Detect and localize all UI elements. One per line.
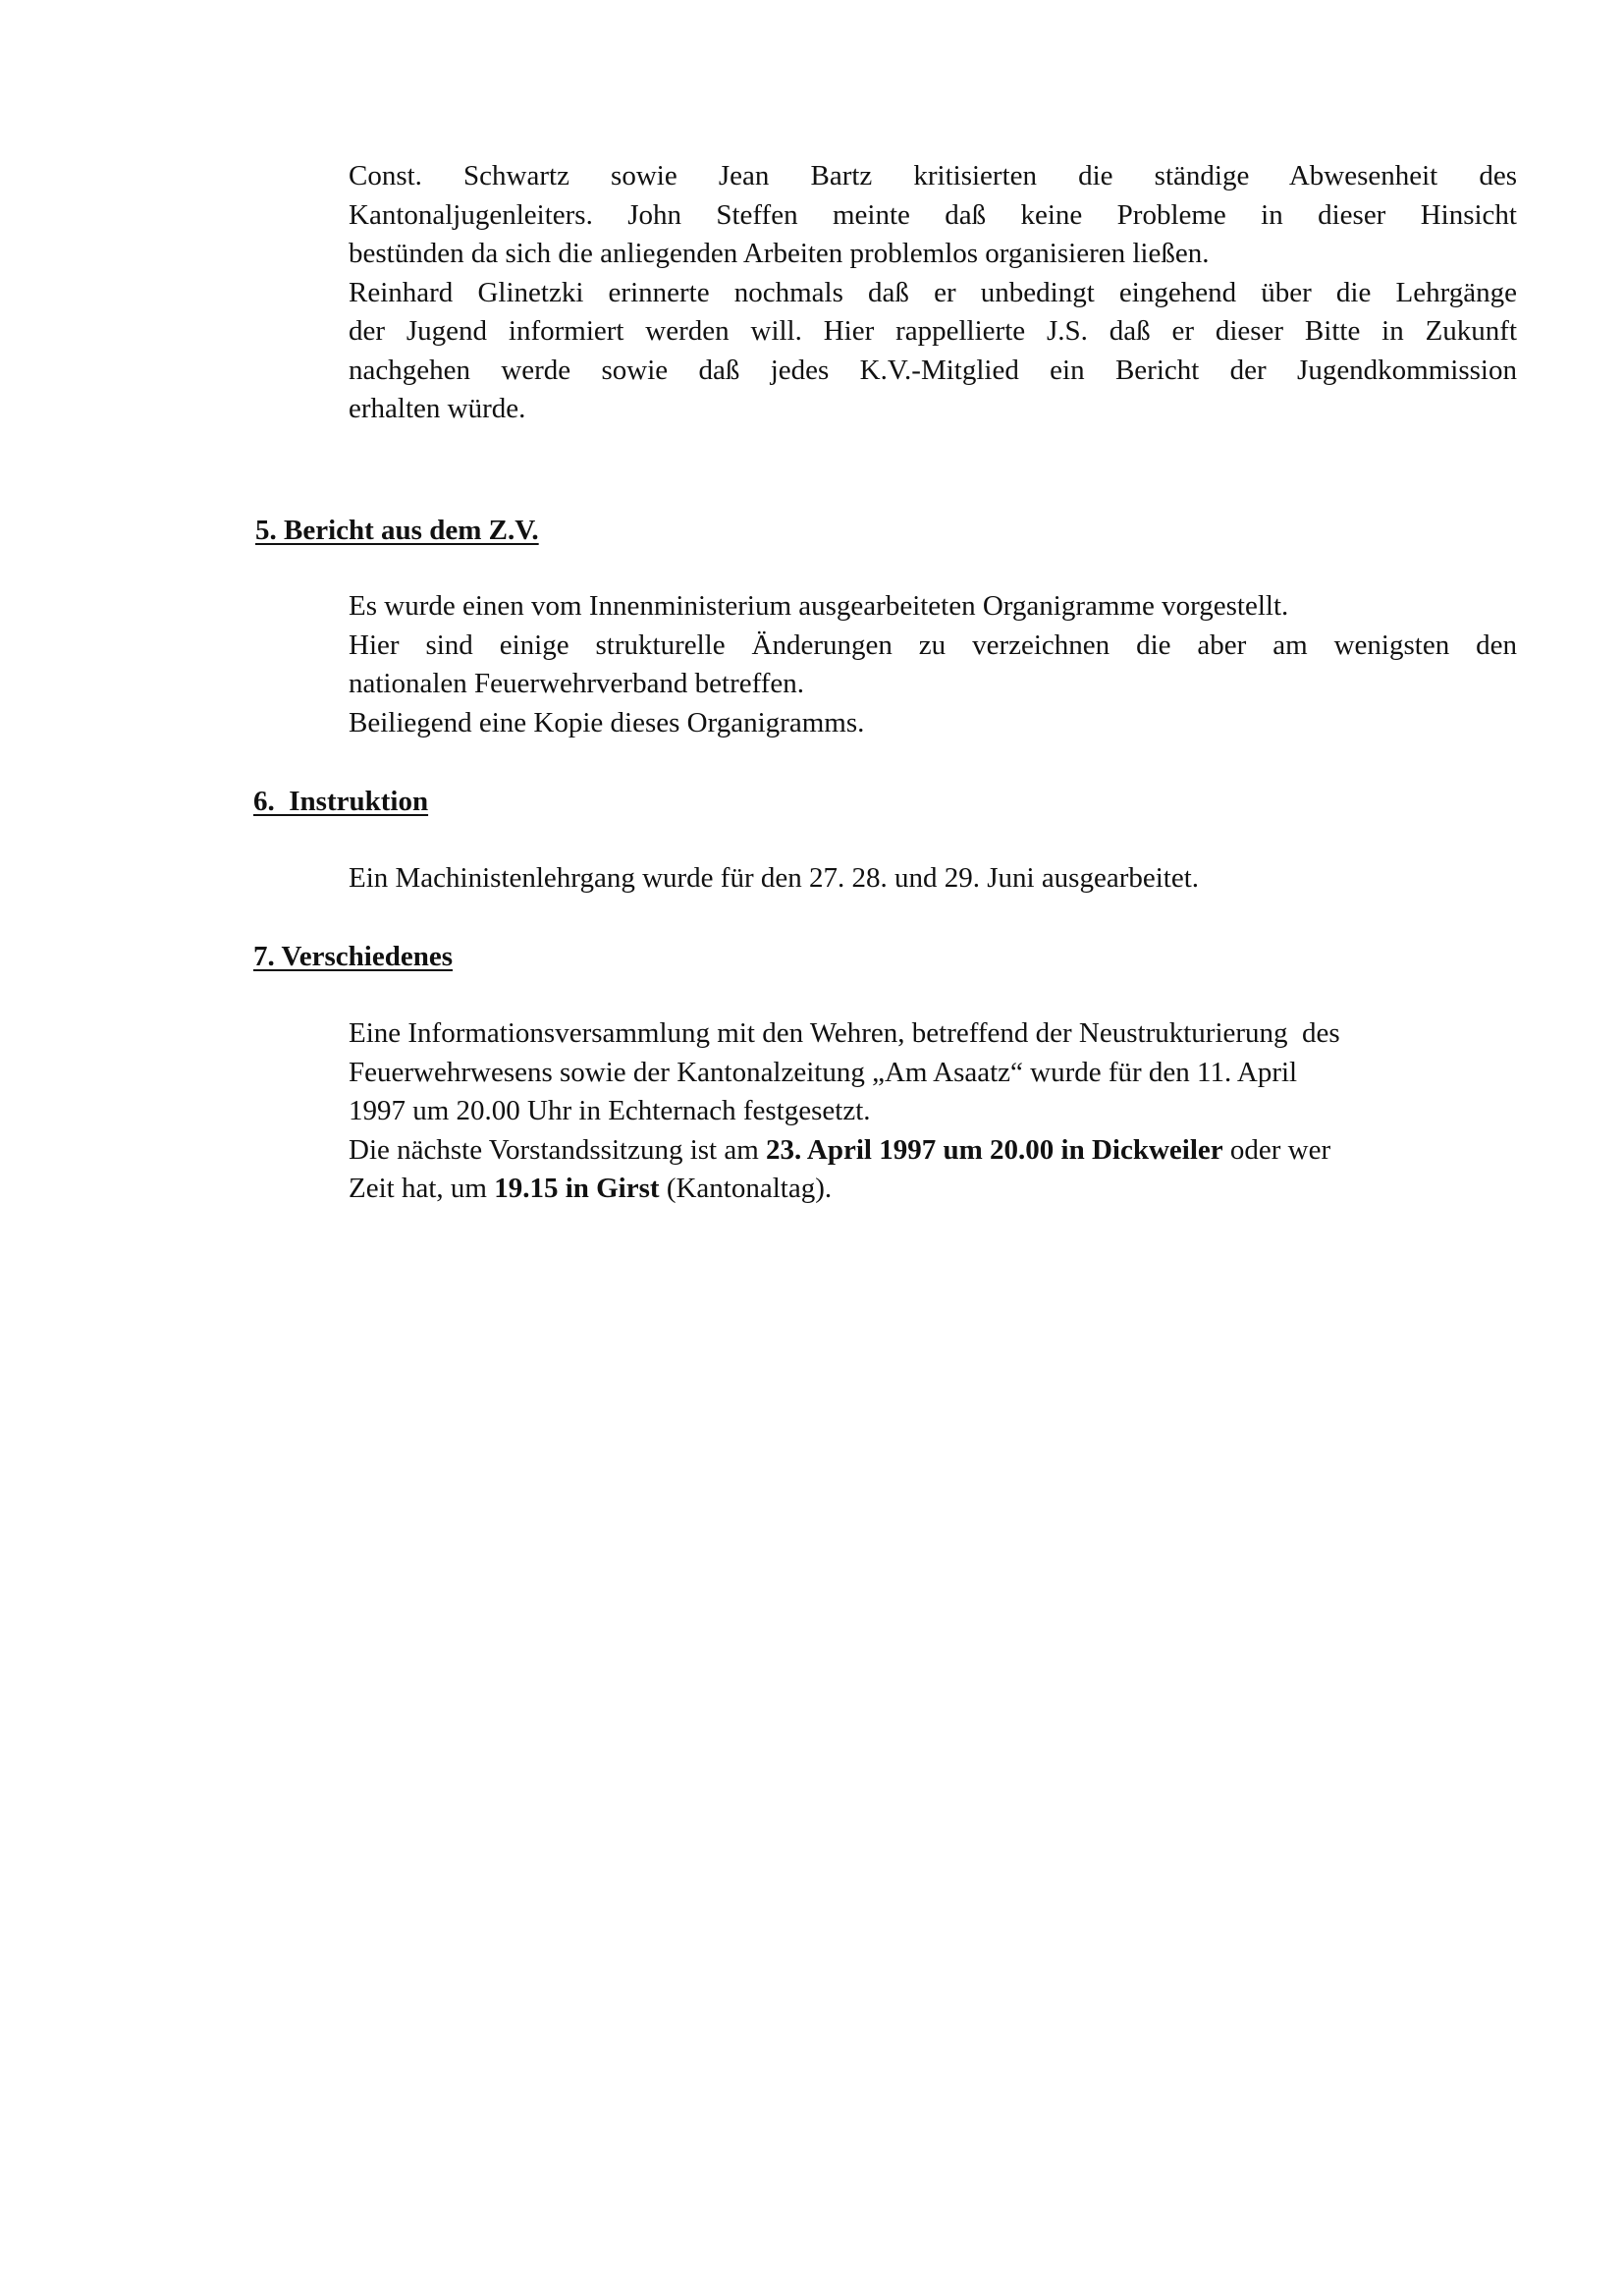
- next-meeting-date: 23. April 1997 um 20.00 in Dickweiler: [766, 1133, 1223, 1166]
- intro-line: nachgehen werde sowie daß jedes K.V.-Mitglied ein Bericht der Jugendkommission: [349, 354, 1517, 386]
- section-5-line: Es wurde einen vom Innenministerium ausgearbeiteten Organigramme vorgestellt.: [349, 590, 1289, 622]
- intro-line: Const. Schwartz sowie Jean Bartz kritisierten die ständige Abwesenheit des: [349, 160, 1517, 191]
- section-7-line: Eine Informationsversammlung mit den Wehren, betreffend der Neustrukturierung des: [349, 1017, 1340, 1049]
- next-meeting-text: (Kantonaltag).: [659, 1173, 833, 1204]
- section-7-line: Feuerwehrwesens sowie der Kantonalzeitung „Am Asaatz“ wurde für den 11. April: [349, 1056, 1298, 1088]
- next-meeting-line: [349, 1131, 1517, 1171]
- section-7-heading: 7. Verschiedenes: [253, 941, 453, 972]
- section-7-body: [349, 1014, 1517, 1209]
- section-5-body: [349, 587, 1517, 742]
- intro-line: der Jugend informiert werden will. Hier rappellierte J.S. daß er dieser Bitte in Zukunft: [349, 315, 1517, 347]
- next-meeting-text: Zeit hat, um: [349, 1173, 495, 1204]
- alt-meeting-time: 19.15 in Girst: [494, 1173, 660, 1204]
- next-meeting-text: oder wer: [1222, 1133, 1331, 1166]
- section-5-line: nationalen Feuerwehrverband betreffen.: [349, 668, 805, 699]
- section-5-line: Hier sind einige strukturelle Änderungen zu verzeichnen die aber am wenigsten den: [349, 629, 1517, 661]
- section-6-body: [349, 859, 1517, 899]
- intro-line: Reinhard Glinetzki erinnerte nochmals daß er unbedingt eingehend über die Lehrgänge: [349, 276, 1517, 308]
- section-5-heading: 5. Bericht aus dem Z.V.: [255, 515, 539, 546]
- intro-paragraph: [349, 157, 1517, 429]
- section-6-line: Ein Machinistenlehrgang wurde für den 27. 28. und 29. Juni ausgearbeitet.: [349, 862, 1200, 894]
- intro-line: erhalten würde.: [349, 393, 526, 424]
- intro-line: Kantonaljugenleiters. John Steffen meinte daß keine Probleme in dieser Hinsicht: [349, 198, 1517, 231]
- intro-line: bestünden da sich die anliegenden Arbeiten problemlos organisieren ließen.: [349, 238, 1210, 269]
- section-6-heading: 6. Instruktion: [253, 786, 429, 817]
- next-meeting-line: [349, 1170, 1517, 1209]
- section-7-line: 1997 um 20.00 Uhr in Echternach festgesetzt.: [349, 1095, 871, 1126]
- next-meeting-text: Die nächste Vorstandssitzung ist am: [349, 1133, 767, 1166]
- section-5-line: Beiliegend eine Kopie dieses Organigramms.: [349, 706, 865, 738]
